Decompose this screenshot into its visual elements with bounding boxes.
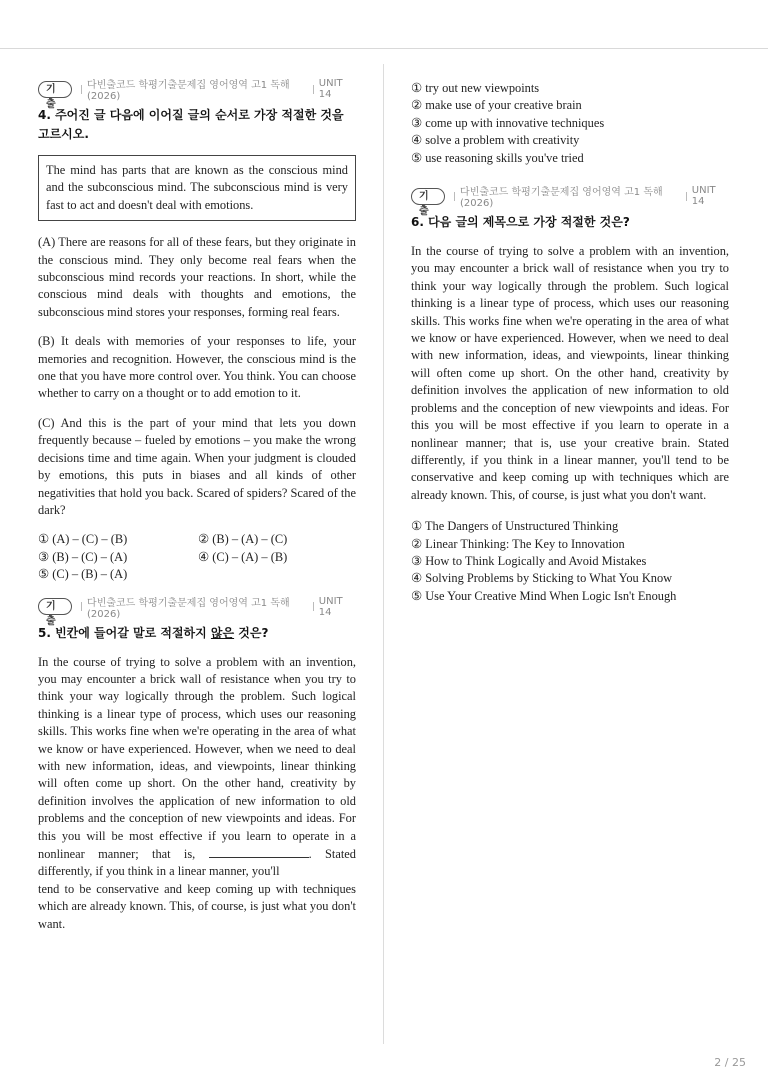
tag-separator <box>454 192 455 201</box>
question-4-options <box>38 531 356 583</box>
option-3[interactable]: ③ come up with innovative techniques <box>411 115 605 130</box>
unit-label: UNIT 14 <box>318 595 343 618</box>
option-3[interactable]: ③ (B) – (C) – (A) <box>38 549 128 564</box>
passage-text-before-blank: In the course of trying to solve a problem with an invention, you may encounter a brick wall of resistance when you try to think your way logically through the problem. Such logical thinking is a linear type of process, which uses our reasoning skills. This works fine when we're operating in the area of what we know or have experienced. However, when we need to deal with new information, ideas, and viewpoints, linear thinking will often come up short. On the other hand, creativity by definition involves the application of new information to old problems and the conception of new viewpoints and ideas. For this you will be most effective if you learn to operate in a nonlinear manner; that is, <box>38 654 356 861</box>
unit-label: UNIT 14 <box>318 78 343 100</box>
option-1[interactable]: ① The Dangers of Unstructured Thinking <box>411 519 619 534</box>
question-5-title-emphasis: 않은 <box>210 625 235 640</box>
question-5-passage-tail: tend to be conservative and keep coming up with techniques which are already known. This, of course, is just what you don't want. <box>38 881 356 931</box>
question-5-title-start: 5. 빈칸에 들어갈 말로 적절하지 <box>38 625 211 640</box>
question-6-options <box>411 518 729 605</box>
tag-separator <box>81 85 82 94</box>
question-6-passage: In the course of trying to solve a problem with an invention, you may encounter a brick wall of resistance when you try to think your way logically through the problem. Such logical thinking is a linear type of process, which uses our reasoning skills. This works fine when we're operating in the area of what we know or have experienced. However, when we need to deal with new information, ideas, and viewpoints, linear thinking will often come up short. On the other hand, creativity by definition involves the application of new information to old problems and the conception of new viewpoints and ideas. For this you will be most effective if you learn to operate in a nonlinear manner; that is, use your creative brain. Stated differently, if you think in a linear manner, you'll tend to be conservative and keep coming up with techniques which are already known. This, of course, is just what you don't want. <box>411 244 729 502</box>
paragraph-a: (A) There are reasons for all of these fears, but they originate in the conscious mind. They only become real fears when the subconscious mind records your reactions. In short, while the conscious mind deals with thoughts and emotions, the subconscious mind stores your responses, forming real fears. <box>38 235 356 319</box>
option-3[interactable]: ③ How to Think Logically and Avoid Mistakes <box>411 553 647 568</box>
answer-blank <box>209 845 309 858</box>
option-4[interactable]: ④ Solving Problems by Sticking to What You Know <box>411 571 673 586</box>
option-1[interactable]: ① (A) – (C) – (B) <box>38 532 128 547</box>
source-label: 다빈출코드 학평기출문제집 영어영역 고1 독해(2026) <box>87 80 290 102</box>
source-label: 다빈출코드 학평기출문제집 영어영역 고1 독해(2026) <box>87 597 290 620</box>
question-4-title: 4. 주어진 글 다음에 이어질 글의 순서로 가장 적절한 것을 고르시오. <box>38 108 344 141</box>
past-exam-badge: 기출 <box>411 188 445 205</box>
question-6-title: 6. 다음 글의 제목으로 가장 적절한 것은? <box>411 215 630 230</box>
passage-text-after-blank: . Stated differently, if you think in a linear manner, you'll <box>38 847 356 879</box>
tag-separator <box>313 85 314 94</box>
left-column <box>38 80 356 945</box>
page-number: 2 / 25 <box>714 1056 746 1069</box>
paragraph-c: (C) And this is the part of your mind that lets you down frequently because – fueled by emotions – you make the wrong decisions time and time again. When your judgment is clouded by emotions, this puts in biases and all kinds of other negativities that hold you back. Scared of spiders? Scared of the dark? <box>38 415 356 517</box>
option-2[interactable]: ② Linear Thinking: The Key to Innovation <box>411 536 625 551</box>
option-2[interactable]: ② (B) – (A) – (C) <box>198 532 288 547</box>
given-passage-box: The mind has parts that are known as the conscious mind and the subconscious mind. The subconscious mind is very fast to act and doesn't deal with emotions. <box>38 155 356 221</box>
source-label: 다빈출코드 학평기출문제집 영어영역 고1 독해(2026) <box>460 187 663 210</box>
column-divider <box>383 64 384 1044</box>
question-5-title <box>38 624 356 643</box>
option-5[interactable]: ⑤ (C) – (B) – (A) <box>38 567 128 582</box>
tag-separator <box>81 602 82 611</box>
option-1[interactable]: ① try out new viewpoints <box>411 81 540 95</box>
question-5-title-end: 것은? <box>234 625 269 640</box>
question-5-passage <box>38 654 356 881</box>
question-5-options <box>411 80 729 167</box>
question-6-source-tag <box>411 185 729 217</box>
question-5-source-tag <box>38 595 356 628</box>
tag-separator <box>313 602 314 611</box>
unit-label: UNIT 14 <box>691 185 716 208</box>
option-4[interactable]: ④ (C) – (A) – (B) <box>198 549 288 564</box>
option-5[interactable]: ⑤ Use Your Creative Mind When Logic Isn't Enough <box>411 588 677 603</box>
paragraph-b: (B) It deals with memories of your responses to life, your memories and recognition. However, the conscious mind is the one that you have more control over. You think. You can choose whether to carry on a thought or to add emotion to it. <box>38 334 356 401</box>
past-exam-badge: 기출 <box>38 81 72 98</box>
option-4[interactable]: ④ solve a problem with creativity <box>411 133 580 148</box>
right-column <box>411 80 729 619</box>
option-2[interactable]: ② make use of your creative brain <box>411 98 582 113</box>
option-5[interactable]: ⑤ use reasoning skills you've tried <box>411 150 584 165</box>
header-rule <box>0 48 768 49</box>
question-4-source-tag <box>38 78 356 110</box>
tag-separator <box>686 192 687 201</box>
past-exam-badge: 기출 <box>38 598 72 615</box>
